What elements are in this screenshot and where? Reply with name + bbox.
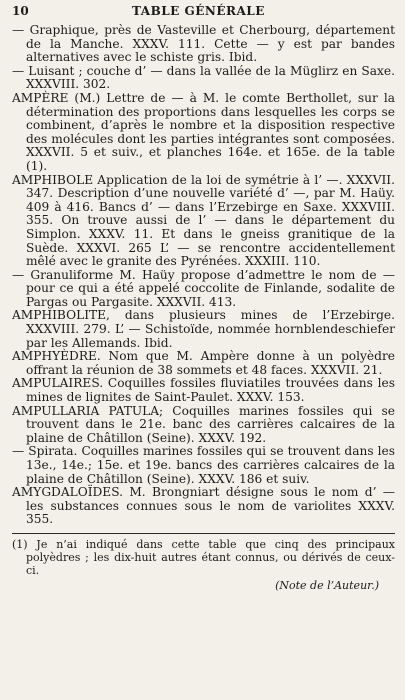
entry-amphyedre: AMPHYÈDRE. Nom que M. Ampère donne à un polyèdre offrant la réunion de 38 sommets et 48 faces. XXXVII. 21. (12, 349, 395, 377)
page-number: 10 (12, 4, 29, 18)
footnote-rule (12, 533, 395, 534)
footnote: (1) Je n’ai indiqué dans cette table que cinq des principaux polyèdres ; les dix-huit autres étant connus, ou dérivés de ceux-ci. (12, 537, 395, 577)
entry-ampulaires: AMPULAIRES. Coquilles fossiles fluviatiles trouvées dans les mines de lignites de Saint-Paulet. XXXV. 153. (12, 376, 395, 405)
entry-amygdaloides: AMYGDALOÏDES. M. Brongniart désigne sous le nom d’ — les substances connues sous le nom de variolites XXXV. 355. (12, 485, 395, 527)
footnote-signature: (Note de l’Auteur.) (275, 578, 379, 592)
entry-granuliforme: — Granuliforme M. Haüy propose d’admettre le nom de — pour ce qui a été appelé coccolite de Finlande, sodalite de Pargas ou Pargasite. XXXVII. 413. (12, 267, 395, 309)
index-entries (12, 24, 395, 527)
entry-ampullaria-patula: AMPULLARIA PATULA; Coquilles marines fossiles qui se trouvent dans le 21e. banc des carrières calcaires de la plaine de Châtillon (Seine). XXXV. 192. (12, 403, 395, 445)
entry-graphique: — Graphique, près de Vasteville et Cherbourg, département de la Manche. XXXV. 111. Cette — y est par bandes alternatives avec le schiste gris. Ibid. (12, 23, 395, 65)
entry-luisant: — Luisant ; couche d’ — dans la vallée de la Müglirz en Saxe. XXXVIII. 302. (12, 63, 395, 92)
entry-amphibole: AMPHIBOLE Application de la loi de symétrie à l’ —. XXXVII. 347. Description d’une nouvelle variété d’ —, par M. Haüy. 409 à 416. Bancs d’ — dans l’Erzebirge en Saxe. XXXVIII. 355. On trouve aussi de l’ — dans le département du Simplon. XXXV. 11. Et dans le gneiss granitique de la Suède. XXXVI. 265 L’ — se rencontre accidentellement mêlé avec le granite des Pyrénées. XXXIII. 110. (12, 172, 395, 269)
entry-ampere: AMPÈRE (M.) Lettre de — à M. le comte Berthollet, sur la détermination des proportions dans lesquelles les corps se combinent, d’après le nombre et la disposition respective des molécules dont les parties intégrantes sont composées. XXXVII. 5 et suiv., et planches 164e. et 165e. de la table (1). (12, 90, 395, 173)
running-title: TABLE GÉNÉRALE (132, 4, 265, 18)
entry-amphibolite: AMPHIBOLITE, dans plusieurs mines de l’Erzebirge. XXXVIII. 279. L’ — Schistoïde, nommée hornblendeschiefer par les Allemands. Ibid. (12, 308, 395, 350)
entry-spirata: — Spirata. Coquilles marines fossiles qui se trouvent dans les 13e., 14e.; 15e. et 19e. bancs des carrières calcaires de la plaine de Châtillon (Seine). XXXV. 186 et suiv. (12, 444, 395, 486)
running-head (12, 4, 395, 24)
